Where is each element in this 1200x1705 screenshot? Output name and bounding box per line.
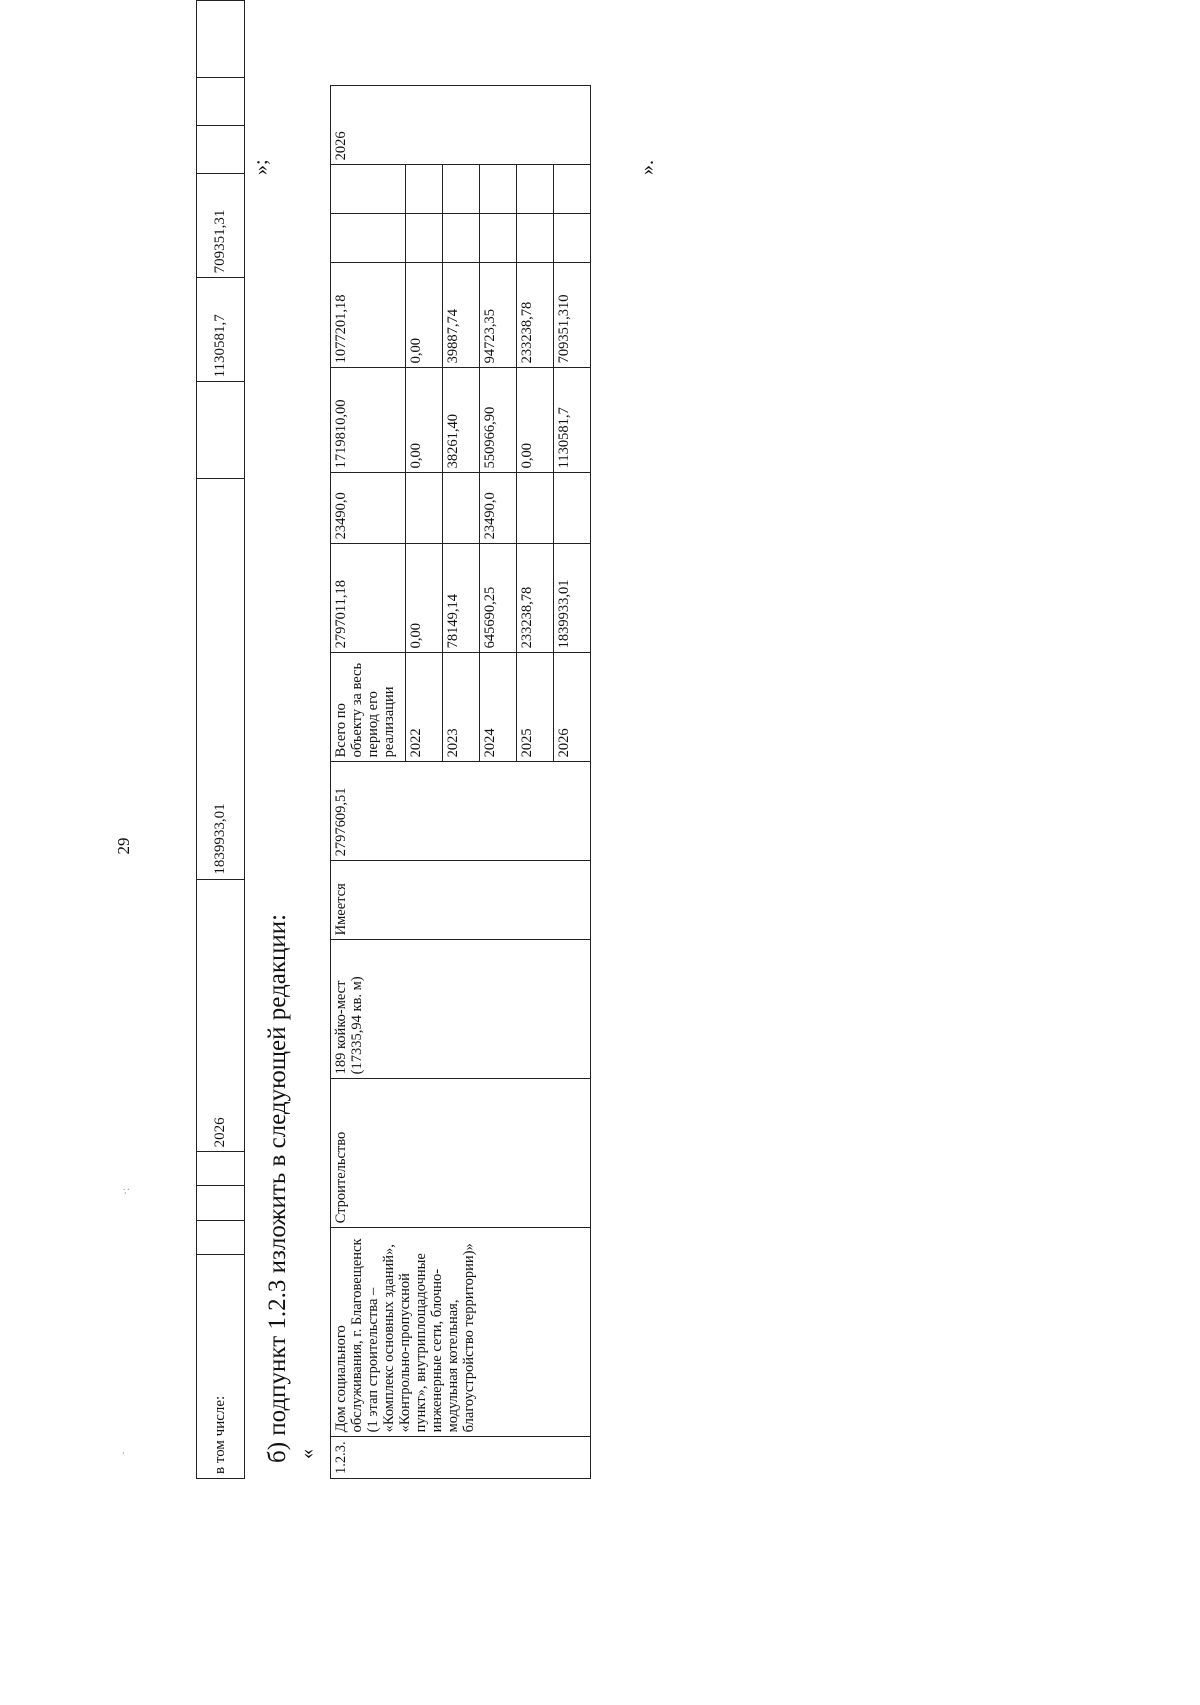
table-cell-empty — [443, 165, 480, 214]
open-quote: « — [296, 1449, 318, 1459]
page-number: 29 — [114, 837, 133, 855]
year-cell: 2024 — [480, 653, 517, 762]
year-total: 233238,78 — [517, 544, 554, 653]
year-cell: 2023 — [443, 653, 480, 762]
table-cell-empty — [331, 165, 406, 214]
fragment-close-quote: »; — [250, 159, 272, 175]
year-col-b: 550966,90 — [480, 368, 517, 473]
year-cell: 2026 — [554, 653, 591, 762]
fragment-year: 2026 — [197, 879, 245, 1152]
main-table — [330, 85, 591, 1479]
year-total: 0,00 — [406, 544, 443, 653]
section-heading: б) подпункт 1.2.3 изложить в следующей редакции: — [264, 913, 291, 1463]
fragment-value-1: 1130581,7 — [197, 278, 245, 382]
total-col-b: 1719810,00 — [331, 368, 406, 473]
scan-mark: · — [116, 1451, 130, 1455]
closing-quote: ». — [636, 160, 658, 175]
object-name: Дом социального обслуживания, г. Благовещенск (1 этап строительства – «Комплекс основных зданий», «Контрольно-пропускной пункт», внутриплощадочные инженерные сети, блочно-модульная котельная, благоустройство территории)» — [331, 1228, 591, 1437]
year-col-b: 1130581,7 — [554, 368, 591, 473]
year-col-c: 709351,310 — [554, 263, 591, 368]
year-total: 78149,14 — [443, 544, 480, 653]
year-col-b: 38261,40 — [443, 368, 480, 473]
year-cell: 2025 — [517, 653, 554, 762]
table-cell-empty — [480, 214, 517, 263]
fragment-cell-empty — [197, 1, 245, 78]
year-col-c: 39887,74 — [443, 263, 480, 368]
year-col-a — [517, 473, 554, 544]
year-col-b: 0,00 — [406, 368, 443, 473]
item-number: 1.2.3. — [331, 1437, 591, 1479]
fragment-cell-empty — [197, 1152, 245, 1186]
fragment-cell-empty — [197, 78, 245, 126]
year-col-c: 0,00 — [406, 263, 443, 368]
scan-mark: ·: — [118, 1187, 132, 1195]
table-cell-empty — [554, 165, 591, 214]
table-cell-empty — [517, 214, 554, 263]
year-total: 1839933,01 — [554, 544, 591, 653]
table-cell-empty — [480, 165, 517, 214]
fragment-cell-empty — [197, 1186, 245, 1220]
fragment-label: в том числе: — [197, 1254, 245, 1478]
table-cell-empty — [331, 214, 406, 263]
fragment-table — [196, 0, 245, 1479]
year-cell: 2022 — [406, 653, 443, 762]
table-cell-empty — [443, 214, 480, 263]
year-col-a: 23490,0 — [480, 473, 517, 544]
work-type: Строительство — [331, 1079, 591, 1228]
year-col-a — [554, 473, 591, 544]
year-total: 645690,25 — [480, 544, 517, 653]
year-col-b: 0,00 — [517, 368, 554, 473]
fragment-cell-empty — [197, 1220, 245, 1254]
table-cell-empty — [517, 165, 554, 214]
table-cell-empty — [406, 214, 443, 263]
year-col-a — [443, 473, 480, 544]
table-cell-empty — [554, 214, 591, 263]
fragment-cell-empty — [197, 382, 245, 479]
fragment-cell-empty — [197, 126, 245, 174]
year-col-c: 94723,35 — [480, 263, 517, 368]
fragment-value-2: 709351,31 — [197, 174, 245, 278]
fragment-total: 1839933,01 — [197, 479, 245, 879]
total-col-a: 23490,0 — [331, 473, 406, 544]
design-status: Имеется — [331, 861, 591, 940]
total-label: Всего по объекту за весь период его реализации — [331, 653, 406, 762]
table-cell-empty — [406, 165, 443, 214]
year-col-a — [406, 473, 443, 544]
total-value: 2797011,18 — [331, 544, 406, 653]
total-col-c: 1077201,18 — [331, 263, 406, 368]
capacity: 189 койко-мест (17335,94 кв. м) — [331, 940, 591, 1079]
end-year: 2026 — [331, 86, 591, 165]
estimated-cost: 2797609,51 — [331, 762, 591, 861]
year-col-c: 233238,78 — [517, 263, 554, 368]
